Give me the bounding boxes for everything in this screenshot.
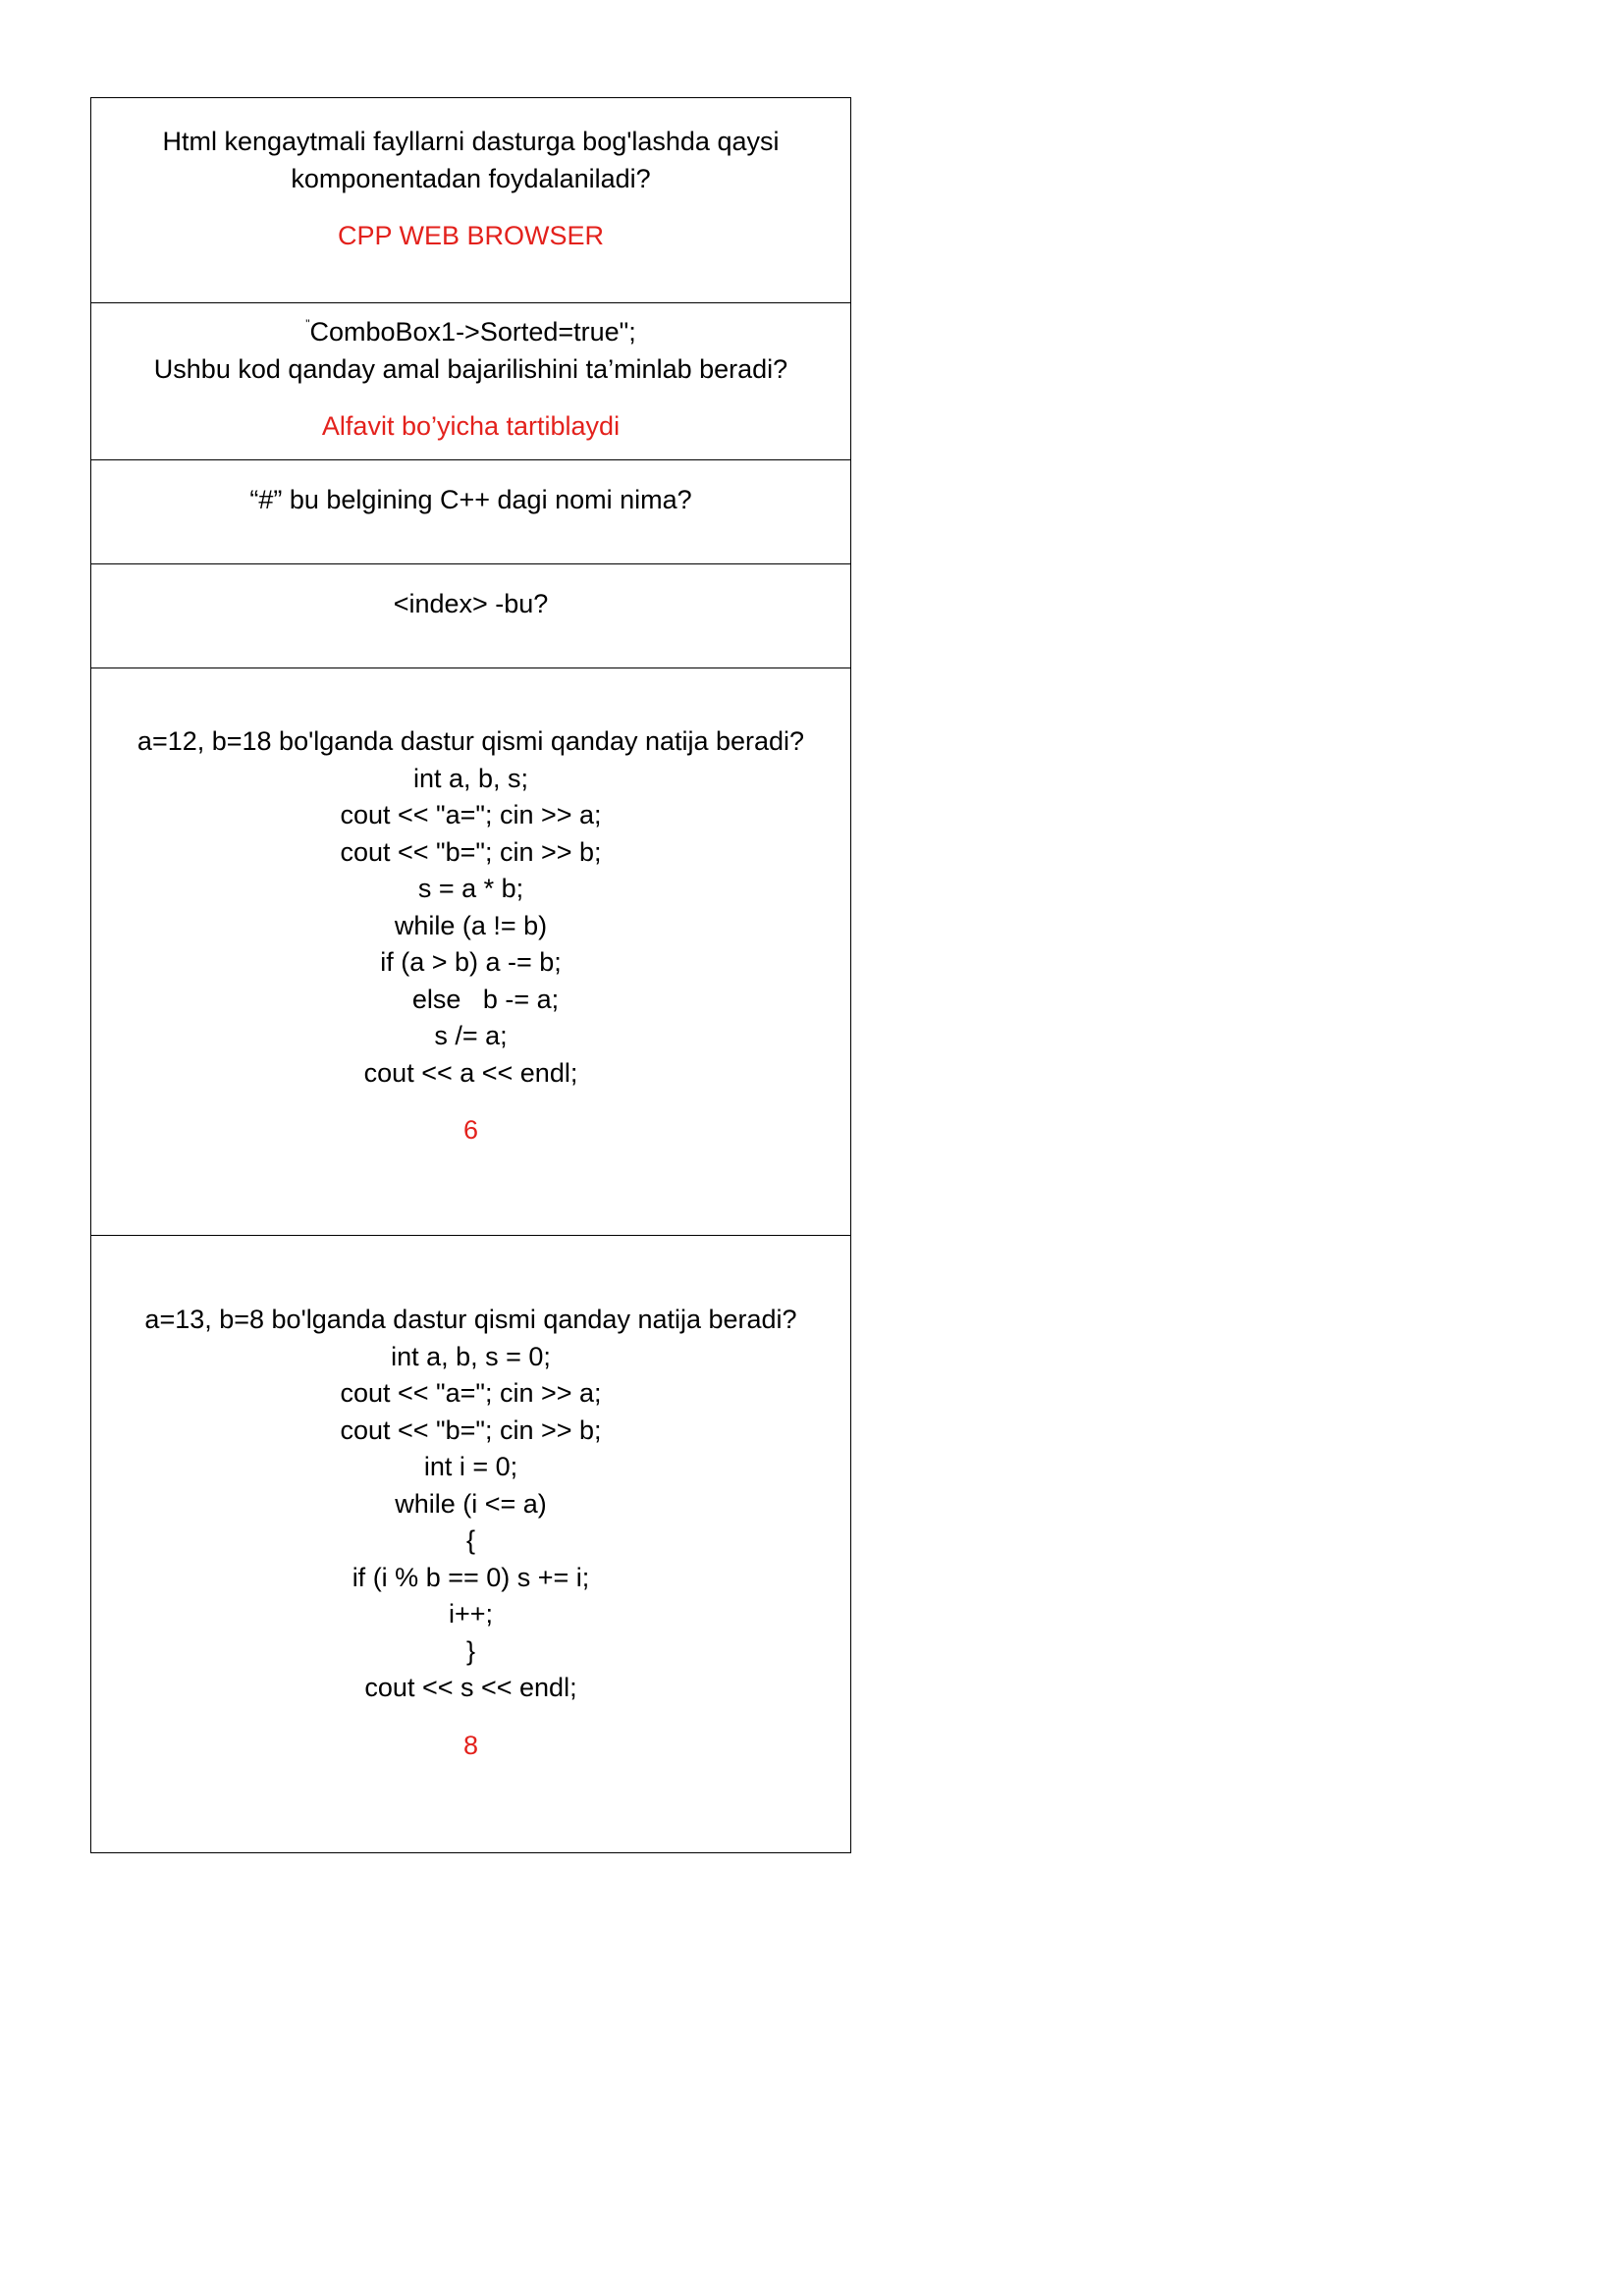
- question-cell-5: [91, 668, 851, 1236]
- question-row: [91, 303, 851, 460]
- open-quote: ": [305, 317, 310, 331]
- code-line: if (a > b) a -= b;: [380, 947, 562, 977]
- question-text: komponentadan foydalaniladi?: [291, 163, 651, 193]
- code-line: cout << s << endl;: [364, 1673, 577, 1702]
- code-line: if (i % b == 0) s += i;: [352, 1562, 590, 1592]
- code-line: }: [465, 1635, 476, 1666]
- code-line: else b -= a;: [382, 984, 560, 1014]
- question-cell-4: [91, 564, 851, 668]
- question-row: [91, 668, 851, 1236]
- question-text: <index> -bu?: [393, 589, 549, 618]
- question-row: [91, 98, 851, 303]
- code-line: while (a != b): [394, 910, 548, 940]
- question-text: a=13, b=8 bo'lganda dastur qismi qanday natija beradi?: [144, 1305, 797, 1334]
- code-line: int i = 0;: [423, 1452, 518, 1481]
- answer-text: CPP WEB BROWSER: [337, 221, 605, 250]
- code-text: ComboBox1->Sorted=true";: [309, 317, 636, 347]
- question-row: [91, 1236, 851, 1853]
- question-cell-6: [91, 1236, 851, 1853]
- code-line: {: [465, 1525, 476, 1555]
- question-cell-1: [91, 98, 851, 303]
- code-line: cout << "b="; cin >> b;: [340, 1415, 602, 1445]
- answer-text: Alfavit bo’yicha tartiblaydi: [321, 411, 621, 441]
- question-code: [99, 314, 842, 351]
- code-line: cout << "a="; cin >> a;: [340, 1378, 602, 1408]
- question-text: “#” bu belgining C++ dagi nomi nima?: [249, 485, 692, 514]
- question-text: Ushbu kod qanday amal bajarilishini ta’minlab beradi?: [153, 353, 788, 384]
- code-line: s /= a;: [434, 1021, 508, 1050]
- code-line: s = a * b;: [417, 874, 524, 903]
- question-cell-3: [91, 460, 851, 564]
- question-text: Html kengaytmali fayllarni dasturga bog'lashda qaysi: [162, 127, 780, 156]
- question-row: [91, 460, 851, 564]
- code-line: cout << a << endl;: [363, 1057, 578, 1088]
- code-line: i++;: [448, 1599, 494, 1629]
- code-line: while (i <= a): [395, 1488, 547, 1519]
- question-text: a=12, b=18 bo'lganda dastur qismi qanday natija beradi?: [136, 726, 805, 756]
- answer-text: 6: [462, 1115, 479, 1145]
- answer-text: 8: [462, 1730, 479, 1760]
- code-line: int a, b, s;: [412, 763, 529, 793]
- code-line: cout << "b="; cin >> b;: [340, 836, 602, 867]
- quiz-table: [90, 97, 851, 1853]
- question-row: [91, 564, 851, 668]
- question-cell-2: [91, 303, 851, 460]
- code-line: cout << "a="; cin >> a;: [340, 800, 602, 829]
- code-line: int a, b, s = 0;: [391, 1341, 551, 1371]
